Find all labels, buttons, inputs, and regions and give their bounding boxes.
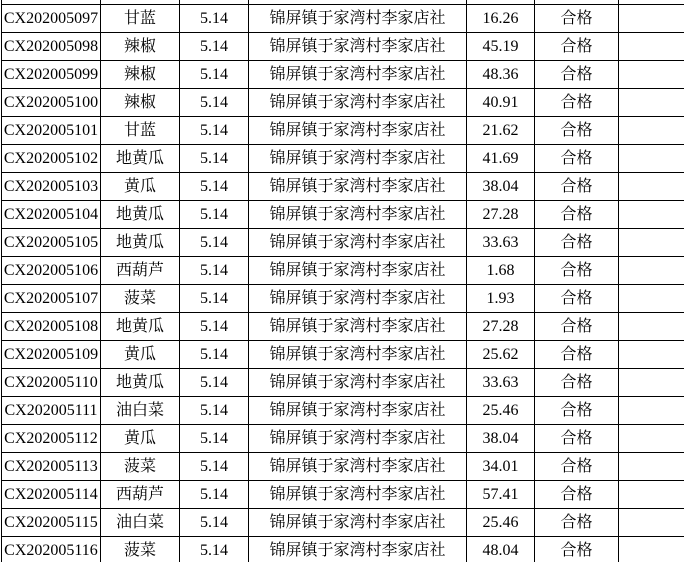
table-row[interactable]	[2, 201, 684, 229]
cell-origin[interactable]: 锦屏镇于家湾村李家店社	[249, 341, 467, 369]
cell-vegetable[interactable]: 地黄瓜	[101, 313, 180, 341]
cell-origin[interactable]: 锦屏镇于家湾村李家店社	[249, 89, 467, 117]
cell-vegetable[interactable]: 辣椒	[101, 89, 180, 117]
cell-origin[interactable]: 锦屏镇于家湾村李家店社	[249, 173, 467, 201]
cell-value[interactable]: 45.19	[467, 33, 535, 61]
cell-result[interactable]: 合格	[535, 537, 619, 562]
cell-origin[interactable]: 锦屏镇于家湾村李家店社	[249, 313, 467, 341]
cell-value[interactable]: 33.63	[467, 229, 535, 257]
cell-result[interactable]: 合格	[535, 201, 619, 229]
cell-remark[interactable]	[619, 257, 684, 285]
cell-sample-id[interactable]: CX202005099	[2, 61, 101, 89]
cell-vegetable[interactable]: 西葫芦	[101, 257, 180, 285]
cell-remark[interactable]	[619, 229, 684, 257]
cell-origin[interactable]: 锦屏镇于家湾村李家店社	[249, 257, 467, 285]
cell-date[interactable]: 5.14	[180, 145, 249, 173]
cell-origin[interactable]: 锦屏镇于家湾村李家店社	[249, 145, 467, 173]
cell-value[interactable]: 40.91	[467, 89, 535, 117]
cell-vegetable[interactable]: 地黄瓜	[101, 229, 180, 257]
cell-result[interactable]: 合格	[535, 61, 619, 89]
cell-origin[interactable]: 锦屏镇于家湾村李家店社	[249, 229, 467, 257]
cell-origin[interactable]: 锦屏镇于家湾村李家店社	[249, 537, 467, 562]
inspection-results-table	[1, 0, 684, 562]
table-row[interactable]	[2, 117, 684, 145]
cell-date[interactable]: 5.14	[180, 5, 249, 33]
cell-sample-id[interactable]: CX202005101	[2, 117, 101, 145]
cell-vegetable[interactable]: 地黄瓜	[101, 369, 180, 397]
cell-vegetable[interactable]: 甘蓝	[101, 117, 180, 145]
cell-vegetable[interactable]: 菠菜	[101, 453, 180, 481]
cell-value[interactable]: 25.46	[467, 509, 535, 537]
table-row[interactable]	[2, 481, 684, 509]
cell-value[interactable]: 27.28	[467, 313, 535, 341]
cell-vegetable[interactable]: 地黄瓜	[101, 145, 180, 173]
table-body	[2, 0, 684, 562]
cell-date[interactable]: 5.14	[180, 257, 249, 285]
table-row[interactable]	[2, 257, 684, 285]
cell-origin[interactable]: 锦屏镇于家湾村李家店社	[249, 201, 467, 229]
cell-vegetable[interactable]: 黄瓜	[101, 173, 180, 201]
cell-remark[interactable]	[619, 117, 684, 145]
cell-remark[interactable]	[619, 33, 684, 61]
cell-result[interactable]: 合格	[535, 5, 619, 33]
cell-origin[interactable]: 锦屏镇于家湾村李家店社	[249, 481, 467, 509]
table-row[interactable]	[2, 341, 684, 369]
cell-vegetable[interactable]: 黄瓜	[101, 425, 180, 453]
cell-value[interactable]: 48.04	[467, 537, 535, 562]
cell-sample-id[interactable]: CX202005109	[2, 341, 101, 369]
cell-date[interactable]: 5.14	[180, 173, 249, 201]
cell-value[interactable]: 25.46	[467, 397, 535, 425]
cell-value[interactable]: 38.04	[467, 173, 535, 201]
cell-date[interactable]: 5.14	[180, 229, 249, 257]
cell-vegetable[interactable]: 地黄瓜	[101, 201, 180, 229]
cell-remark[interactable]	[619, 537, 684, 562]
cell-vegetable[interactable]: 辣椒	[101, 61, 180, 89]
cell-vegetable[interactable]: 西葫芦	[101, 481, 180, 509]
cell-value[interactable]: 34.01	[467, 453, 535, 481]
cell-vegetable[interactable]: 甘蓝	[101, 5, 180, 33]
cell-result[interactable]: 合格	[535, 425, 619, 453]
cell-sample-id[interactable]: CX202005103	[2, 173, 101, 201]
cell-vegetable[interactable]: 菠菜	[101, 537, 180, 562]
cell-result[interactable]: 合格	[535, 229, 619, 257]
table-row[interactable]	[2, 89, 684, 117]
cell-result[interactable]: 合格	[535, 313, 619, 341]
cell-date[interactable]: 5.14	[180, 117, 249, 145]
cell-sample-id[interactable]: CX202005100	[2, 89, 101, 117]
cell-result[interactable]: 合格	[535, 397, 619, 425]
cell-vegetable[interactable]: 油白菜	[101, 397, 180, 425]
cell-sample-id[interactable]: CX202005097	[2, 5, 101, 33]
cell-result[interactable]: 合格	[535, 509, 619, 537]
cell-value[interactable]: 41.69	[467, 145, 535, 173]
table-row[interactable]	[2, 509, 684, 537]
table-row[interactable]	[2, 537, 684, 562]
cell-vegetable[interactable]: 菠菜	[101, 285, 180, 313]
cell-date[interactable]: 5.14	[180, 341, 249, 369]
cell-date[interactable]: 5.14	[180, 201, 249, 229]
cell-origin[interactable]: 锦屏镇于家湾村李家店社	[249, 285, 467, 313]
cell-result[interactable]: 合格	[535, 173, 619, 201]
cell-value[interactable]: 1.68	[467, 257, 535, 285]
cell-vegetable[interactable]: 辣椒	[101, 33, 180, 61]
table-row[interactable]	[2, 397, 684, 425]
cell-origin[interactable]: 锦屏镇于家湾村李家店社	[249, 369, 467, 397]
cell-sample-id[interactable]: CX202005102	[2, 145, 101, 173]
cell-remark[interactable]	[619, 145, 684, 173]
table-row[interactable]	[2, 61, 684, 89]
table-row[interactable]	[2, 5, 684, 33]
cell-value[interactable]: 25.62	[467, 341, 535, 369]
cell-sample-id[interactable]: CX202005112	[2, 425, 101, 453]
cell-result[interactable]: 合格	[535, 117, 619, 145]
cell-origin[interactable]: 锦屏镇于家湾村李家店社	[249, 61, 467, 89]
table-row[interactable]	[2, 145, 684, 173]
cell-remark[interactable]	[619, 341, 684, 369]
cell-remark[interactable]	[619, 5, 684, 33]
cell-date[interactable]: 5.14	[180, 397, 249, 425]
cell-sample-id[interactable]: CX202005104	[2, 201, 101, 229]
cell-remark[interactable]	[619, 313, 684, 341]
cell-origin[interactable]: 锦屏镇于家湾村李家店社	[249, 5, 467, 33]
cell-remark[interactable]	[619, 369, 684, 397]
cell-result[interactable]: 合格	[535, 257, 619, 285]
cell-sample-id[interactable]: CX202005107	[2, 285, 101, 313]
cell-origin[interactable]: 锦屏镇于家湾村李家店社	[249, 397, 467, 425]
table-row[interactable]	[2, 453, 684, 481]
cell-value[interactable]: 21.62	[467, 117, 535, 145]
cell-remark[interactable]	[619, 481, 684, 509]
cell-date[interactable]: 5.14	[180, 313, 249, 341]
table-row[interactable]	[2, 33, 684, 61]
cell-result[interactable]: 合格	[535, 369, 619, 397]
cell-date[interactable]: 5.14	[180, 481, 249, 509]
cell-vegetable[interactable]: 黄瓜	[101, 341, 180, 369]
cell-origin[interactable]: 锦屏镇于家湾村李家店社	[249, 425, 467, 453]
cell-origin[interactable]: 锦屏镇于家湾村李家店社	[249, 33, 467, 61]
cell-result[interactable]: 合格	[535, 33, 619, 61]
cell-remark[interactable]	[619, 397, 684, 425]
table-row[interactable]	[2, 313, 684, 341]
cell-date[interactable]: 5.14	[180, 453, 249, 481]
cell-sample-id[interactable]: CX202005098	[2, 33, 101, 61]
cell-date[interactable]: 5.14	[180, 33, 249, 61]
table-row[interactable]	[2, 369, 684, 397]
cell-remark[interactable]	[619, 425, 684, 453]
cell-value[interactable]: 16.26	[467, 5, 535, 33]
table-row[interactable]	[2, 229, 684, 257]
cell-sample-id[interactable]: CX202005116	[2, 537, 101, 562]
cell-result[interactable]: 合格	[535, 145, 619, 173]
cell-remark[interactable]	[619, 453, 684, 481]
cell-result[interactable]: 合格	[535, 285, 619, 313]
cell-value[interactable]: 57.41	[467, 481, 535, 509]
cell-result[interactable]: 合格	[535, 89, 619, 117]
cell-origin[interactable]: 锦屏镇于家湾村李家店社	[249, 453, 467, 481]
cell-remark[interactable]	[619, 173, 684, 201]
cell-date[interactable]: 5.14	[180, 537, 249, 562]
cell-sample-id[interactable]: CX202005113	[2, 453, 101, 481]
table-row[interactable]	[2, 173, 684, 201]
cell-date[interactable]: 5.14	[180, 89, 249, 117]
cell-value[interactable]: 1.93	[467, 285, 535, 313]
cell-date[interactable]: 5.14	[180, 369, 249, 397]
cell-result[interactable]: 合格	[535, 453, 619, 481]
cell-origin[interactable]: 锦屏镇于家湾村李家店社	[249, 117, 467, 145]
cell-value[interactable]: 38.04	[467, 425, 535, 453]
cell-origin[interactable]: 锦屏镇于家湾村李家店社	[249, 509, 467, 537]
cell-remark[interactable]	[619, 509, 684, 537]
table-row[interactable]	[2, 285, 684, 313]
cell-sample-id[interactable]: CX202005108	[2, 313, 101, 341]
cell-value[interactable]: 27.28	[467, 201, 535, 229]
cell-vegetable[interactable]: 油白菜	[101, 509, 180, 537]
cell-sample-id[interactable]: CX202005105	[2, 229, 101, 257]
table-row[interactable]	[2, 425, 684, 453]
cell-date[interactable]: 5.14	[180, 425, 249, 453]
cell-sample-id[interactable]: CX202005114	[2, 481, 101, 509]
cell-date[interactable]: 5.14	[180, 61, 249, 89]
cell-result[interactable]: 合格	[535, 481, 619, 509]
cell-remark[interactable]	[619, 89, 684, 117]
cell-sample-id[interactable]: CX202005110	[2, 369, 101, 397]
cell-remark[interactable]	[619, 61, 684, 89]
cell-sample-id[interactable]: CX202005115	[2, 509, 101, 537]
cell-remark[interactable]	[619, 285, 684, 313]
cell-result[interactable]: 合格	[535, 341, 619, 369]
cell-date[interactable]: 5.14	[180, 509, 249, 537]
cell-value[interactable]: 48.36	[467, 61, 535, 89]
cell-sample-id[interactable]: CX202005106	[2, 257, 101, 285]
cell-value[interactable]: 33.63	[467, 369, 535, 397]
cell-date[interactable]: 5.14	[180, 285, 249, 313]
cell-sample-id[interactable]: CX202005111	[2, 397, 101, 425]
cell-remark[interactable]	[619, 201, 684, 229]
